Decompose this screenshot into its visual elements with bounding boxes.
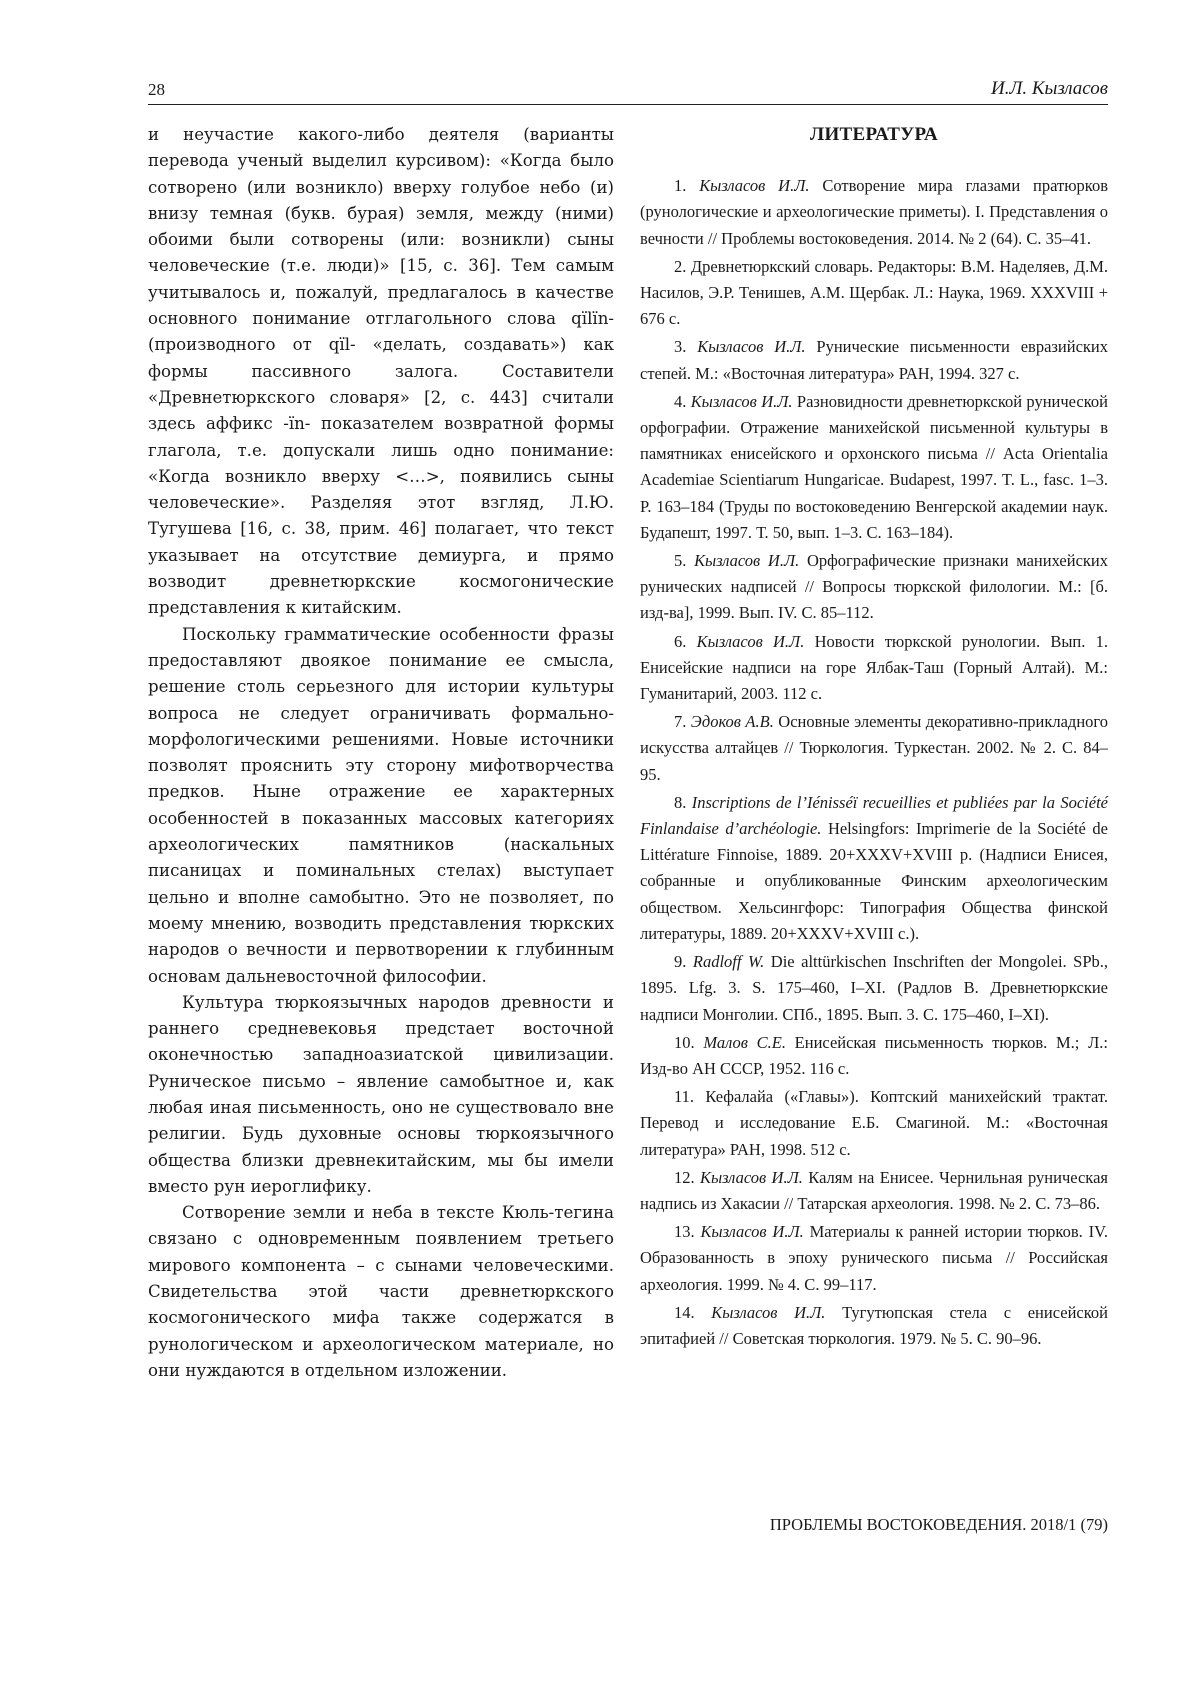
reference-text: Основные элементы декоративно-прикладного искусства алтайцев // Тюркология. Туркестан. 2002. № 2. С. 84–95.: [640, 712, 1109, 784]
reference-author: Кызласов И.Л.: [697, 337, 806, 357]
reference-number: 11.: [674, 1087, 706, 1107]
reference-item: [640, 1219, 1108, 1298]
reference-number: 2.: [674, 256, 691, 276]
reference-text: Разновидности древнетюркской рунической орфографии. Отражение манихейской письменной культуры в памятниках енисейского и орхонского письма // Acta Orientalia Academiae Scientiarum Hungaricae. Budapest, 1997. T. L., fasc. 1–3. P. 163–184 (Труды по востоковедению Венгерской академии наук. Будапешт, 1997. Т. 50, вып. 1–3. С. 163–184).: [640, 391, 1108, 542]
reference-author: Эдоков А.В.: [690, 712, 774, 732]
reference-item: [640, 548, 1108, 627]
reference-author: Кызласов И.Л.: [690, 391, 793, 411]
reference-item: [640, 1300, 1108, 1352]
reference-author: Inscriptions de l’Iénisséï recueillies et publiées par la Société Finlandaise d’archéologie.: [640, 792, 1108, 839]
reference-item: [640, 709, 1108, 788]
body-paragraph: Поскольку грамматические особенности фразы предоставляют двоякое понимание ее смысла, решение столь серьезного для истории культуры вопроса не следует ограничивать формально-морфологическими решениями. Новые источники позволят прояснить эту сторону мифотворчества предков. Ныне отражение ее характерных особенностей в показанных массовых категориях археологических памятников (наскальных писаницах и поминальных стелах) выступает цельно и вполне самобытно. Это не позволяет, по моему мнению, возводить представления тюркских народов о вечности и первотворении к глубинным основам дальневосточной философии.: [148, 624, 614, 986]
journal-footer: ПРОБЛЕМЫ ВОСТОКОВЕДЕНИЯ. 2018/1 (79): [769, 1515, 1108, 1534]
reference-item: [640, 254, 1108, 333]
reference-text: Die alttürkischen Inschriften der Mongolei. SPb., 1895. Lfg. 3. S. 175–460, I–XI. (Радлов В. Древнетюркские надписи Монголии. СПб., 1895. Вып. 3. С. 175–460, I–XI).: [640, 952, 1109, 1024]
reference-text: Кефалайа («Главы»). Коптский манихейский трактат. Перевод и исследование Е.Б. Смагиной. М.: «Восточная литература» РАН, 1998. 512 с.: [640, 1087, 1108, 1159]
reference-item: [640, 629, 1108, 708]
body-text-column: [148, 122, 614, 1384]
reference-number: 3.: [674, 337, 698, 357]
reference-item: [640, 334, 1108, 386]
reference-text: Древнетюркский словарь. Редакторы: В.М. Наделяев, Д.М. Насилов, Э.Р. Тенишев, А.М. Щербак. Л.: Наука, 1969. XXXVIII + 676 с.: [640, 256, 1109, 329]
reference-author: Radloff W.: [692, 952, 765, 972]
running-head-author: И.Л. Кызласов: [991, 78, 1108, 99]
reference-text: Рунические письменности евразийских степей. М.: «Восточная литература» РАН, 1994. 327 с.: [640, 337, 1108, 383]
reference-number: 12.: [674, 1167, 701, 1187]
reference-number: 13.: [674, 1222, 701, 1242]
reference-author: Малов С.Е.: [703, 1032, 786, 1052]
page-header: [148, 78, 1108, 105]
reference-item: [640, 949, 1108, 1028]
reference-text: Енисейская письменность тюрков. М.; Л.: Изд-во АН СССР, 1952. 116 с.: [640, 1032, 1109, 1078]
references-column: [640, 122, 1108, 1354]
page-number: 28: [148, 80, 165, 99]
reference-number: 7.: [674, 712, 691, 732]
reference-author: Кызласов И.Л.: [711, 1302, 826, 1322]
reference-item: [640, 389, 1108, 546]
reference-number: 10.: [674, 1032, 704, 1052]
reference-number: 14.: [674, 1302, 712, 1322]
reference-number: 6.: [674, 631, 697, 651]
reference-item: [640, 1165, 1108, 1217]
reference-text: Helsingfors: Imprimerie de la Société de Littérature Finnoise, 1889. 20+XXXV+XVIII p. (Надписи Енисея, собранные и опубликованные Финским археологическим обществом. Хельсингфорс: Типография Общества финской литературы, 1889. 20+XXXV+XVIII с.).: [640, 819, 1108, 943]
body-paragraph: Культура тюркоязычных народов древности и раннего средневековья предстает восточной оконечностью западноазиатской цивилизации. Руническое письмо – явление самобытное и, как любая иная письменность, оно не существовало вне религии. Будь духовные основы тюркоязычного общества близки древнекитайским, мы бы имели вместо рун иероглифику.: [148, 992, 614, 1196]
reference-number: 4.: [674, 391, 691, 411]
body-paragraph: и неучастие какого-либо деятеля (варианты перевода ученый выделил курсивом): «Когда было сотворено (или возникло) вверху голубое небо (и) внизу темная (букв. бурая) земля, между (ними) обоими были сотворены (или: возникли) сыны человеческие (т.е. люди)» [15, с. 36]. Тем самым учитывалось и, пожалуй, предлагалось в качестве основного понимание отглагольного слова qïlïn- (производного от qïl- «делать, создавать») как формы пассивного залога. Составители «Древнетюркского словаря» [2, с. 443] считали здесь аффикс -ïn- показателем возвратной формы глагола, т.е. допускали лишь одно понимание: «Когда возникло вверху <…>, появились сыны человеческие». Разделяя этот взгляд, Л.Ю. Тугушева [16, с. 38, прим. 46] полагает, что текст указывает на отсутствие демиурга, и прямо возводит древнетюркские космогонические представления к китайским.: [148, 125, 614, 618]
reference-text: Тугутюпская стела с енисейской эпитафией // Советская тюркология. 1979. № 5. С. 90–96.: [640, 1302, 1108, 1348]
reference-author: Кызласов И.Л.: [696, 631, 805, 651]
reference-item: [640, 173, 1108, 252]
reference-text: Новости тюркской рунологии. Вып. 1. Енисейские надписи на горе Ялбак-Таш (Горный Алтай). М.: Гуманитарий, 2003. 112 с.: [640, 631, 1108, 704]
reference-text: Материалы к ранней истории тюрков. IV. Образованность в эпоху рунического письма // Российская археология. 1999. № 4. С. 99–117.: [640, 1222, 1108, 1294]
reference-item: [640, 1084, 1108, 1163]
reference-number: 1.: [674, 176, 700, 196]
references-title: ЛИТЕРАТУРА: [809, 124, 939, 145]
body-paragraph: Сотворение земли и неба в тексте Кюль-тегина связано с одновременным появлением третьего мирового компонента – с сынами человеческими. Свидетельства этой части древнетюркского космогонического мифа также содержатся в рунологическом и археологическом материале, но они нуждаются в отдельном изложении.: [148, 1203, 614, 1380]
reference-author: Кызласов И.Л.: [699, 176, 810, 196]
reference-author: Кызласов И.Л.: [700, 1167, 803, 1187]
reference-author: Кызласов И.Л.: [694, 551, 800, 571]
reference-text: Калям на Енисее. Чернильная руническая надпись из Хакасии // Татарская археология. 1998. № 2. С. 73–86.: [640, 1167, 1108, 1213]
reference-number: 8.: [674, 792, 692, 812]
reference-text: Сотворение мира глазами пратюрков (рунологические и археологические приметы). I. Представления о вечности // Проблемы востоковедения. 2014. № 2 (64). С. 35–41.: [640, 176, 1108, 248]
reference-author: Кызласов И.Л.: [700, 1222, 804, 1242]
reference-text: Орфографические признаки манихейских рунических надписей // Вопросы тюркской филологии. М.: [б. изд-ва], 1999. Вып. IV. С. 85–112.: [640, 551, 1108, 623]
reference-number: 9.: [674, 952, 693, 972]
reference-item: [640, 1030, 1108, 1082]
reference-item: [640, 790, 1108, 947]
reference-list: [640, 173, 1108, 1352]
reference-number: 5.: [674, 551, 695, 571]
